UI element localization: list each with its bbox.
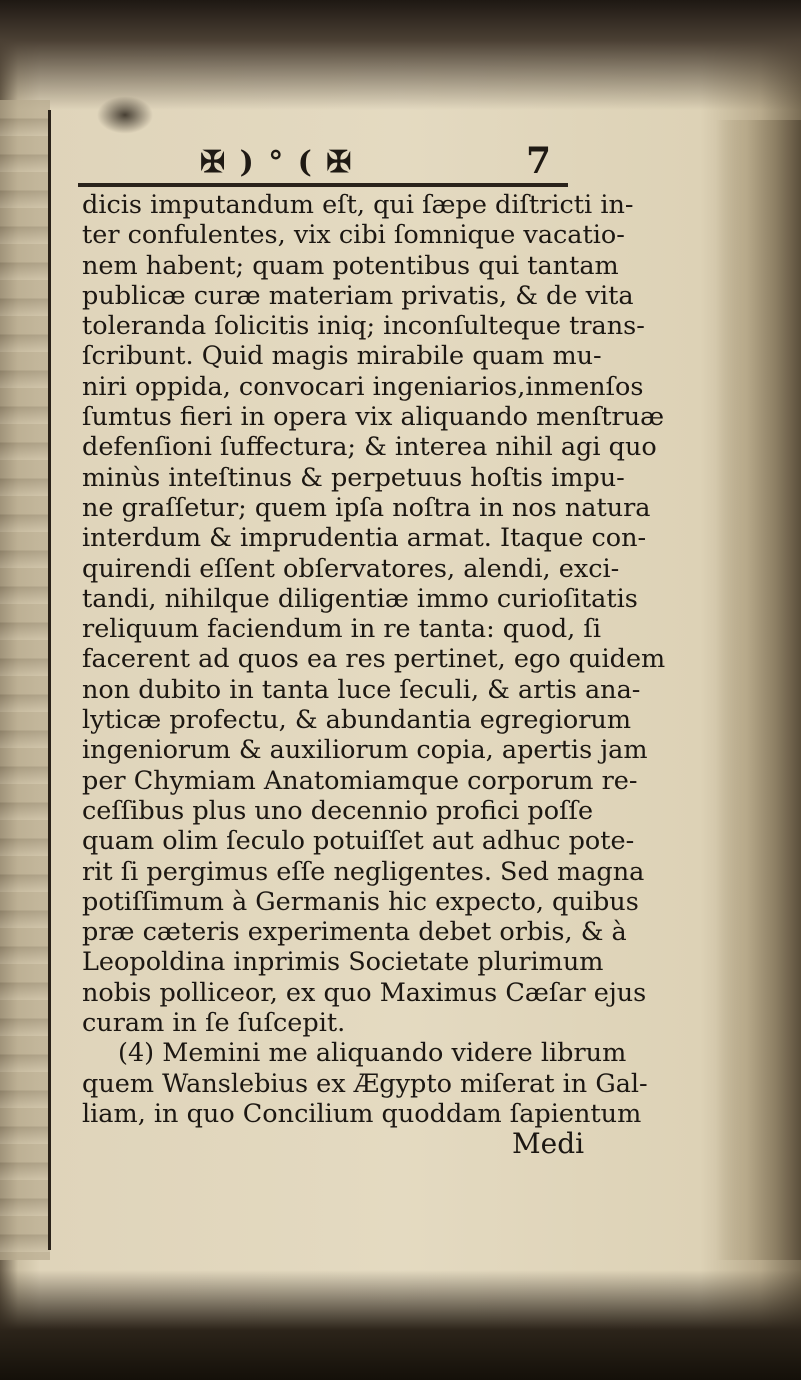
text-line: quirendi eſſent obſervatores, alendi, exci- (82, 553, 620, 584)
binding-line (48, 110, 51, 1250)
body-text (82, 190, 682, 1160)
text-line: ter confulentes, vix cibi ſomnique vacatio- (82, 220, 625, 251)
text-line: ne graſſetur; quem ipſa noſtra in nos natura (82, 492, 651, 523)
text-line: interdum & imprudentia armat. Itaque con- (82, 523, 647, 554)
text-line: toleranda ſolicitis iniq; inconſulteque trans- (82, 311, 645, 342)
footnote-line: (4) Memini me aliquando videre librum (118, 1038, 627, 1069)
catchword: Medi (512, 1127, 585, 1161)
text-line: niri oppida, convocari ingeniarios,inmenſos (82, 371, 644, 402)
text-line: quam olim ſeculo potuiſſet aut adhuc pote- (82, 826, 635, 857)
text-line: præ cæteris experimenta debet orbis, & à (82, 917, 627, 948)
text-line: minùs inteſtinus & perpetuus hoſtis impu- (82, 462, 625, 493)
text-line: per Chymiam Anatomiamque corporum re- (82, 765, 638, 796)
text-line: curam in ſe ſuſcepit. (82, 1008, 346, 1039)
text-line: defenſioni ſuffectura; & interea nihil agi quo (82, 432, 657, 463)
ink-blot (95, 95, 155, 135)
text-line: ſcribunt. Quid magis mirabile quam mu- (82, 341, 602, 372)
text-line: reliquum faciendum in re tanta: quod, ſi (82, 614, 601, 645)
left-page-edges (0, 100, 50, 1260)
text-line: facerent ad quos ea res pertinet, ego quidem (82, 644, 666, 675)
text-line: potiſſimum à Germanis hic expecto, quibus (82, 886, 639, 917)
text-line: rit ſi pergimus eſſe negligentes. Sed magna (82, 856, 645, 887)
text-line: dicis imputandum eſt, qui ſæpe diſtricti in- (82, 190, 634, 220)
text-line: nem habent; quam potentibus qui tantam (82, 250, 619, 281)
text-line: publicæ curæ materiam privatis, & de vita (82, 280, 634, 311)
running-head-ornament: ✠ ) ° ( ✠ (200, 145, 354, 180)
bottom-shadow (0, 1270, 801, 1380)
page-number: 7 (526, 140, 552, 182)
footnote-line: quem Wanslebius ex Ægypto miſerat in Gal- (82, 1068, 648, 1099)
text-line: lyticæ profectu, & abundantia egregiorum (82, 705, 632, 736)
text-line: ceſſibus plus uno decennio profici poſſe (82, 795, 594, 826)
header-rule (78, 183, 568, 187)
text-line: Leopoldina inprimis Societate plurimum (82, 947, 604, 978)
text-line: ſumtus fieri in opera vix aliquando menſtruæ (82, 402, 665, 433)
footnote-line: liam, in quo Concilium quoddam ſapientum (82, 1098, 642, 1129)
text-line: ingeniorum & auxiliorum copia, apertis jam (82, 735, 648, 766)
text-line: non dubito in tanta luce ſeculi, & artis ana- (82, 674, 641, 705)
text-line: nobis polliceor, ex quo Maximus Cæſar ejus (82, 977, 647, 1008)
text-line: tandi, nihilque diligentiæ immo curioſitatis (82, 583, 638, 614)
right-page-edges (716, 120, 801, 1260)
top-shadow (0, 0, 801, 110)
